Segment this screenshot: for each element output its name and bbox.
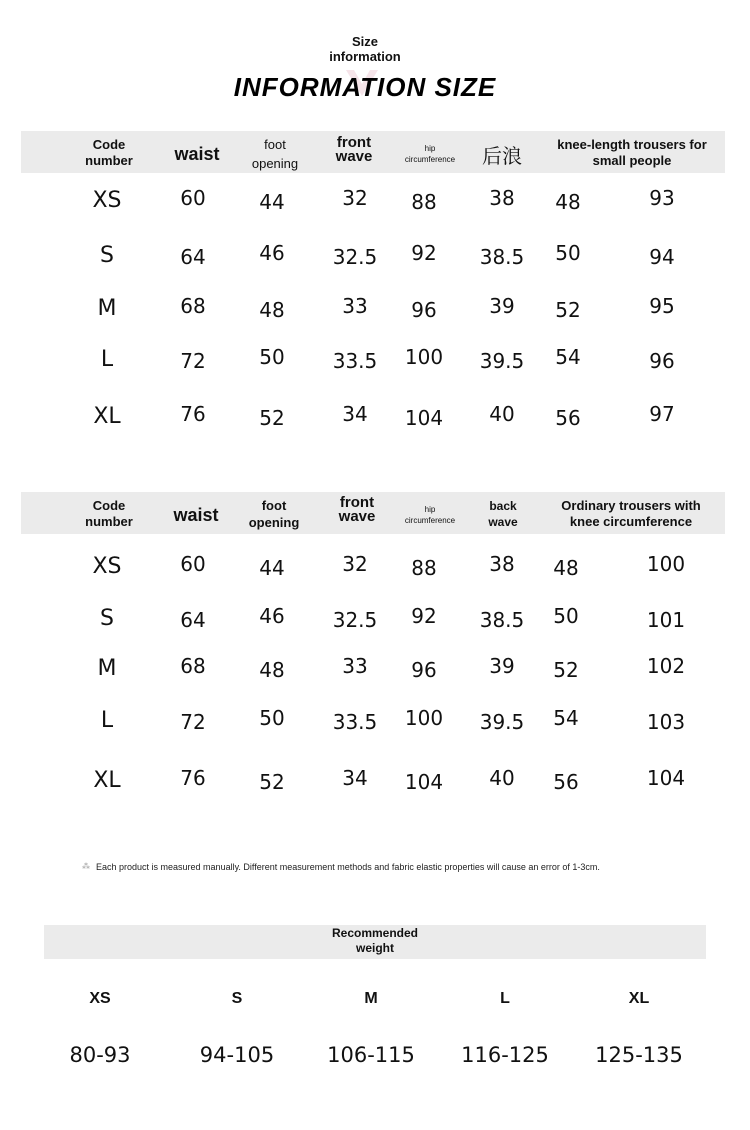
header-foot-opening: foot opening xyxy=(251,137,299,171)
hip-cell: 100 xyxy=(404,345,444,369)
header-foot-opening: foot opening xyxy=(248,498,300,530)
header-ordinary-trousers: Ordinary trousers with knee circumference xyxy=(561,498,701,529)
back-wave-cell: 39 xyxy=(489,294,515,318)
table-row xyxy=(0,768,750,808)
size-cell: XS xyxy=(92,188,122,213)
header-front-wave: front wave xyxy=(335,134,373,165)
header-code-number: Code number xyxy=(85,498,133,529)
hip-cell: 96 xyxy=(411,658,437,682)
table-row xyxy=(0,188,750,228)
size-cell: S xyxy=(100,606,114,631)
hip-cell: 88 xyxy=(411,556,437,580)
back-wave-cell: 38 xyxy=(489,186,515,210)
front-wave-cell: 33.5 xyxy=(332,710,378,734)
back-wave-cell: 40 xyxy=(489,766,515,790)
length-cell: 101 xyxy=(646,608,686,632)
back-wave-cell: 38.5 xyxy=(479,608,525,632)
header-back-wave-cn: 后浪 xyxy=(482,144,522,168)
front-wave-cell: 34 xyxy=(342,402,368,426)
recommended-size-label: L xyxy=(500,990,510,1007)
length-cell: 97 xyxy=(649,402,675,426)
waist-cell: 68 xyxy=(180,654,206,678)
hip-cell: 104 xyxy=(404,406,444,430)
size-cell: L xyxy=(100,708,114,733)
knee-cell: 48 xyxy=(555,190,581,214)
subtitle-line-1: Size xyxy=(351,34,378,49)
header-front-wave: front wave xyxy=(338,494,376,525)
hip-cell: 100 xyxy=(404,706,444,730)
size-cell: M xyxy=(97,656,117,681)
size-cell: XS xyxy=(92,554,122,579)
waist-cell: 72 xyxy=(180,710,206,734)
foot-opening-cell: 50 xyxy=(259,345,285,369)
length-cell: 104 xyxy=(646,766,686,790)
waist-cell: 68 xyxy=(180,294,206,318)
header-waist: waist xyxy=(173,505,219,525)
table-row xyxy=(0,554,750,594)
foot-opening-cell: 48 xyxy=(259,298,285,322)
foot-opening-cell: 52 xyxy=(259,770,285,794)
knee-cell: 52 xyxy=(553,658,579,682)
waist-cell: 76 xyxy=(180,766,206,790)
note-bullet-icon: ⁂ xyxy=(82,862,90,871)
measurement-note: Each product is measured manually. Different measurement methods and fabric elastic properties will cause an error of 1-3cm. xyxy=(96,862,600,872)
recommended-size-label: XS xyxy=(89,990,111,1007)
hip-cell: 92 xyxy=(411,604,437,628)
table-row xyxy=(0,404,750,444)
waist-cell: 60 xyxy=(180,552,206,576)
hip-cell: 96 xyxy=(411,298,437,322)
length-cell: 96 xyxy=(649,349,675,373)
size-cell: M xyxy=(97,296,117,321)
back-wave-cell: 39.5 xyxy=(479,349,525,373)
waist-cell: 64 xyxy=(180,608,206,632)
waist-cell: 72 xyxy=(180,349,206,373)
front-wave-cell: 33 xyxy=(342,294,368,318)
length-cell: 94 xyxy=(649,245,675,269)
foot-opening-cell: 50 xyxy=(259,706,285,730)
knee-cell: 56 xyxy=(555,406,581,430)
front-wave-cell: 33 xyxy=(342,654,368,678)
foot-opening-cell: 46 xyxy=(259,241,285,265)
length-cell: 103 xyxy=(646,710,686,734)
foot-opening-cell: 44 xyxy=(259,190,285,214)
front-wave-cell: 32.5 xyxy=(332,245,378,269)
length-cell: 93 xyxy=(649,186,675,210)
foot-opening-cell: 52 xyxy=(259,406,285,430)
page-title: INFORMATION SIZE xyxy=(233,72,497,102)
recommended-size-label: M xyxy=(364,990,378,1007)
recommended-weight-value: 125-135 xyxy=(595,1043,683,1067)
header-hip-circumference: hip circumference xyxy=(404,505,456,525)
header-code-number: Code number xyxy=(85,137,133,168)
knee-cell: 54 xyxy=(553,706,579,730)
hip-cell: 104 xyxy=(404,770,444,794)
table-row xyxy=(0,708,750,748)
front-wave-cell: 32 xyxy=(342,552,368,576)
knee-cell: 50 xyxy=(553,604,579,628)
header-hip-circumference: hip circumference xyxy=(404,144,456,164)
front-wave-cell: 33.5 xyxy=(332,349,378,373)
recommended-size-label: XL xyxy=(628,990,650,1007)
size-cell: XL xyxy=(93,404,121,429)
recommended-weight-value: 80-93 xyxy=(69,1043,131,1067)
table-row xyxy=(0,656,750,696)
table-row xyxy=(0,347,750,387)
foot-opening-cell: 44 xyxy=(259,556,285,580)
front-wave-cell: 32.5 xyxy=(332,608,378,632)
waist-cell: 76 xyxy=(180,402,206,426)
foot-opening-cell: 46 xyxy=(259,604,285,628)
back-wave-cell: 39 xyxy=(489,654,515,678)
header-knee-length-trousers: knee-length trousers for small people xyxy=(557,137,707,168)
recommended-title: Recommended weight xyxy=(331,926,419,955)
knee-cell: 52 xyxy=(555,298,581,322)
recommended-weight-value: 106-115 xyxy=(327,1043,415,1067)
length-cell: 100 xyxy=(646,552,686,576)
table-row xyxy=(0,296,750,336)
back-wave-cell: 38 xyxy=(489,552,515,576)
size-cell: XL xyxy=(93,768,121,793)
back-wave-cell: 40 xyxy=(489,402,515,426)
waist-cell: 60 xyxy=(180,186,206,210)
table-row xyxy=(0,243,750,283)
header-back-wave: back wave xyxy=(488,499,518,529)
length-cell: 95 xyxy=(649,294,675,318)
back-wave-cell: 39.5 xyxy=(479,710,525,734)
size-cell: L xyxy=(100,347,114,372)
back-wave-cell: 38.5 xyxy=(479,245,525,269)
hip-cell: 88 xyxy=(411,190,437,214)
front-wave-cell: 32 xyxy=(342,186,368,210)
table-row xyxy=(0,606,750,646)
foot-opening-cell: 48 xyxy=(259,658,285,682)
knee-cell: 50 xyxy=(555,241,581,265)
recommended-weight-value: 116-125 xyxy=(461,1043,549,1067)
hip-cell: 92 xyxy=(411,241,437,265)
subtitle-line-2: information xyxy=(329,49,401,64)
length-cell: 102 xyxy=(646,654,686,678)
front-wave-cell: 34 xyxy=(342,766,368,790)
size-cell: S xyxy=(100,243,114,268)
recommended-weight-value: 94-105 xyxy=(199,1043,275,1067)
waist-cell: 64 xyxy=(180,245,206,269)
knee-cell: 56 xyxy=(553,770,579,794)
knee-cell: 54 xyxy=(555,345,581,369)
header-waist: waist xyxy=(174,144,220,164)
recommended-size-label: S xyxy=(231,990,243,1007)
knee-cell: 48 xyxy=(553,556,579,580)
